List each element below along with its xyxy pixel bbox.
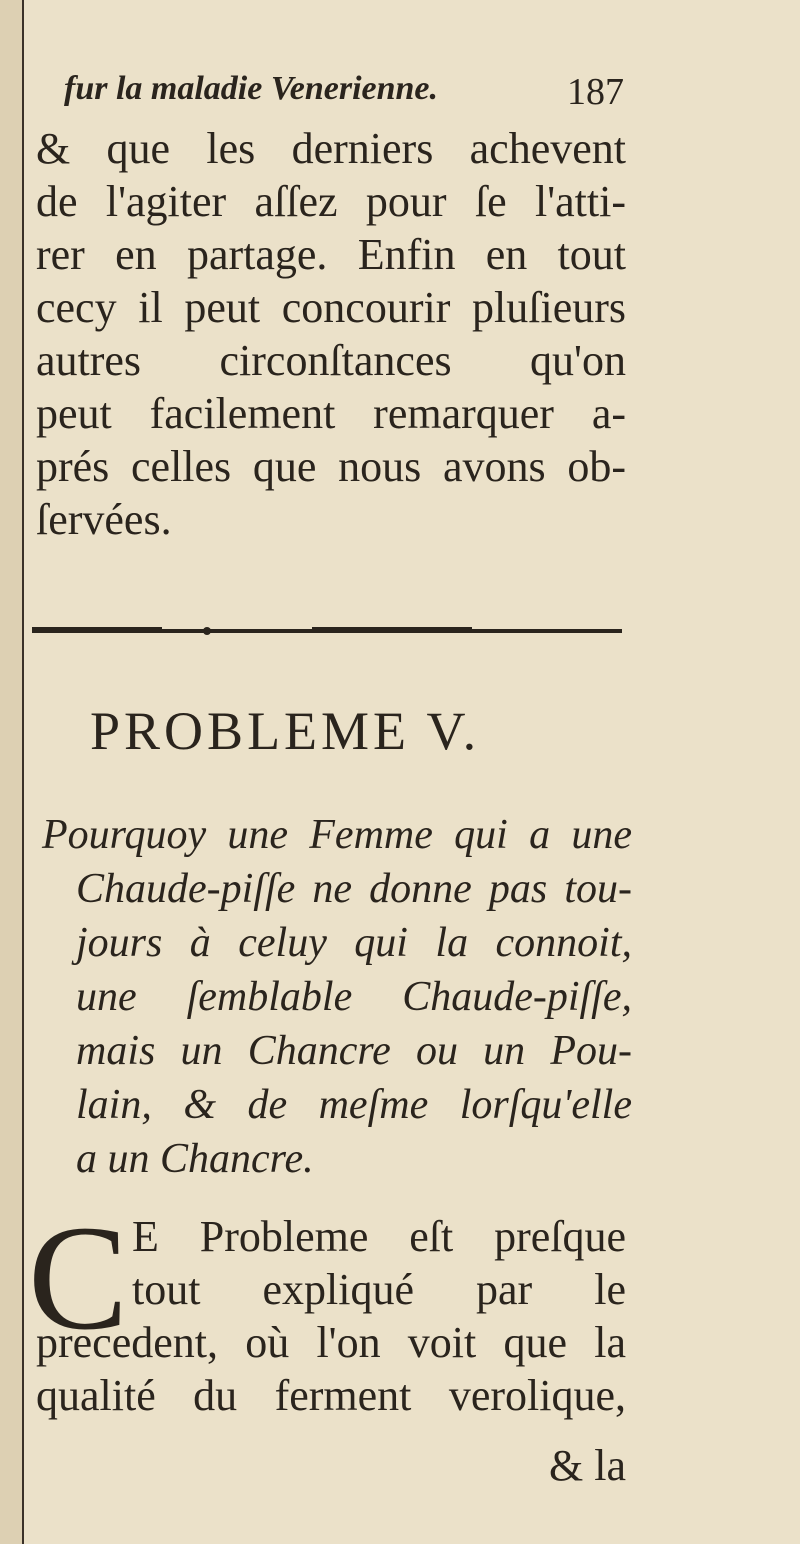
- text-line: precedent, où l'on voit que la: [36, 1318, 626, 1367]
- question-line: Chaude-piſſe ne donne pas tou-: [76, 866, 632, 912]
- question-line: jours à celuy qui la connoit,: [76, 920, 632, 966]
- page-gutter: [0, 0, 24, 1544]
- drop-cap: C: [28, 1195, 129, 1361]
- text-line: ſervées.: [36, 495, 172, 544]
- text-line: & que les derniers achevent: [36, 124, 626, 173]
- text-line: cecy il peut concourir pluſieurs: [36, 283, 626, 332]
- text-line: prés celles que nous avons ob-: [36, 442, 626, 491]
- paragraph-body: [36, 1210, 626, 1422]
- problem-question: [42, 808, 632, 1186]
- section-heading: PROBLEME V.: [90, 701, 481, 761]
- catchword: & la: [549, 1441, 626, 1490]
- ornamental-rule: [32, 626, 622, 636]
- running-title: fur la maladie Venerienne.: [64, 70, 439, 107]
- question-line: a un Chancre.: [76, 1136, 314, 1182]
- text-line: E Probleme eſt preſque: [132, 1212, 626, 1261]
- text-line: peut facilement remarquer a-: [36, 389, 626, 438]
- running-head: [64, 70, 624, 120]
- question-line: lain, & de meſme lorſqu'elle: [76, 1082, 632, 1128]
- text-line: tout expliqué par le: [132, 1265, 626, 1314]
- text-line: autres circonſtances qu'on: [36, 336, 626, 385]
- page-number: 187: [567, 71, 624, 113]
- question-line: mais un Chancre ou un Pou-: [76, 1028, 632, 1074]
- paragraph-continued: [36, 122, 626, 546]
- text-line: de l'agiter aſſez pour ſe l'atti-: [36, 177, 626, 226]
- text-line: qualité du ferment verolique,: [36, 1371, 626, 1420]
- question-line: une ſemblable Chaude-piſſe,: [76, 974, 632, 1020]
- text-line: rer en partage. Enfin en tout: [36, 230, 626, 279]
- question-line: Pourquoy une Femme qui a une: [42, 812, 632, 858]
